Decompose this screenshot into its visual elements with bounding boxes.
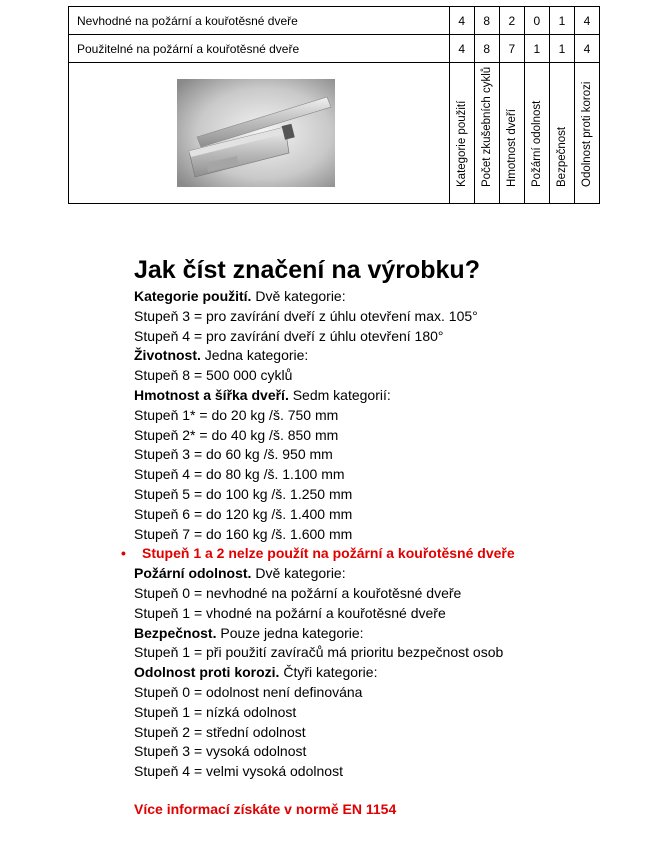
table-cell: 4 xyxy=(574,35,599,63)
bullet-icon: • xyxy=(121,545,126,562)
column-header: Kategorie použití xyxy=(449,63,474,204)
table-row xyxy=(69,7,600,35)
list-item: Stupeň 3 = do 60 kg /š. 950 mm xyxy=(134,446,333,463)
list-item: Stupeň 0 = nevhodné na požární a kouřotěsné dveře xyxy=(134,584,462,601)
list-item: Stupeň 3 = pro zavírání dveří z úhlu otevření max. 105° xyxy=(134,307,478,324)
column-header: Počet zkušebních cyklů xyxy=(474,63,499,204)
section-heading: Kategorie použití. Dvě kategorie: xyxy=(134,288,346,304)
section-heading: Bezpečnost. Pouze jedna kategorie: xyxy=(134,624,364,641)
section-heading: Hmotnost a šířka dveří. Sedm kategorií: xyxy=(134,386,391,403)
column-header-row xyxy=(69,63,600,204)
list-item: Stupeň 2* = do 40 kg /š. 850 mm xyxy=(134,426,339,443)
column-header: Bezpečnost xyxy=(549,63,574,204)
list-item: Stupeň 3 = vysoká odolnost xyxy=(134,743,307,760)
classification-table xyxy=(68,6,600,204)
page-title: Jak číst značení na výrobku? xyxy=(134,256,480,284)
list-item: Stupeň 7 = do 160 kg /š. 1.600 mm xyxy=(134,525,353,542)
list-item: Stupeň 1 = nízká odolnost xyxy=(134,703,297,720)
list-item: Stupeň 4 = velmi vysoká odolnost xyxy=(134,763,343,780)
section-heading: Životnost. Jedna kategorie: xyxy=(134,347,309,364)
row-label: Použitelné na požární a kouřotěsné dveře xyxy=(69,35,450,63)
row-label: Nevhodné na požární a kouřotěsné dveře xyxy=(69,7,450,35)
list-item: Stupeň 0 = odolnost není definována xyxy=(134,683,363,700)
table-cell: 4 xyxy=(449,35,474,63)
list-item: Stupeň 4 = pro zavírání dveří z úhlu otevření 180° xyxy=(134,327,444,344)
product-photo-cell xyxy=(69,63,450,204)
table-cell: 0 xyxy=(524,7,549,35)
table-cell: 4 xyxy=(574,7,599,35)
marking-legend xyxy=(121,254,614,817)
list-item: Stupeň 1 = při použití zavíračů má prioritu bezpečnost osob xyxy=(134,644,504,661)
list-item: Stupeň 5 = do 100 kg /š. 1.250 mm xyxy=(134,485,353,502)
warning-note: • Stupeň 1 a 2 nelze použít na požární a kouřotěsné dveře xyxy=(121,544,614,564)
table-cell: 8 xyxy=(474,35,499,63)
list-item: Stupeň 2 = střední odolnost xyxy=(134,723,306,740)
table-cell: 1 xyxy=(549,35,574,63)
table-cell: 7 xyxy=(499,35,524,63)
table-cell: 2 xyxy=(499,7,524,35)
list-item: Stupeň 6 = do 120 kg /š. 1.400 mm xyxy=(134,505,353,522)
list-item: Stupeň 4 = do 80 kg /š. 1.100 mm xyxy=(134,466,345,483)
door-closer-photo xyxy=(177,79,335,187)
column-header: Odolnost proti korozi xyxy=(574,63,599,204)
table-cell: 4 xyxy=(449,7,474,35)
table-cell: 8 xyxy=(474,7,499,35)
table-row xyxy=(69,35,600,63)
table-cell: 1 xyxy=(524,35,549,63)
column-header: Požární odolnost xyxy=(524,63,549,204)
footer-note: Více informací získáte v normě EN 1154 xyxy=(134,800,397,817)
column-header: Hmotnost dveří xyxy=(499,63,524,204)
list-item: Stupeň 1 = vhodné na požární a kouřotěsné dveře xyxy=(134,604,446,621)
table-cell: 1 xyxy=(549,7,574,35)
list-item: Stupeň 8 = 500 000 cyklů xyxy=(134,367,293,384)
list-item: Stupeň 1* = do 20 kg /š. 750 mm xyxy=(134,406,339,423)
section-heading: Požární odolnost. Dvě kategorie: xyxy=(134,565,346,582)
section-heading: Odolnost proti korozi. Čtyři kategorie: xyxy=(134,664,378,681)
